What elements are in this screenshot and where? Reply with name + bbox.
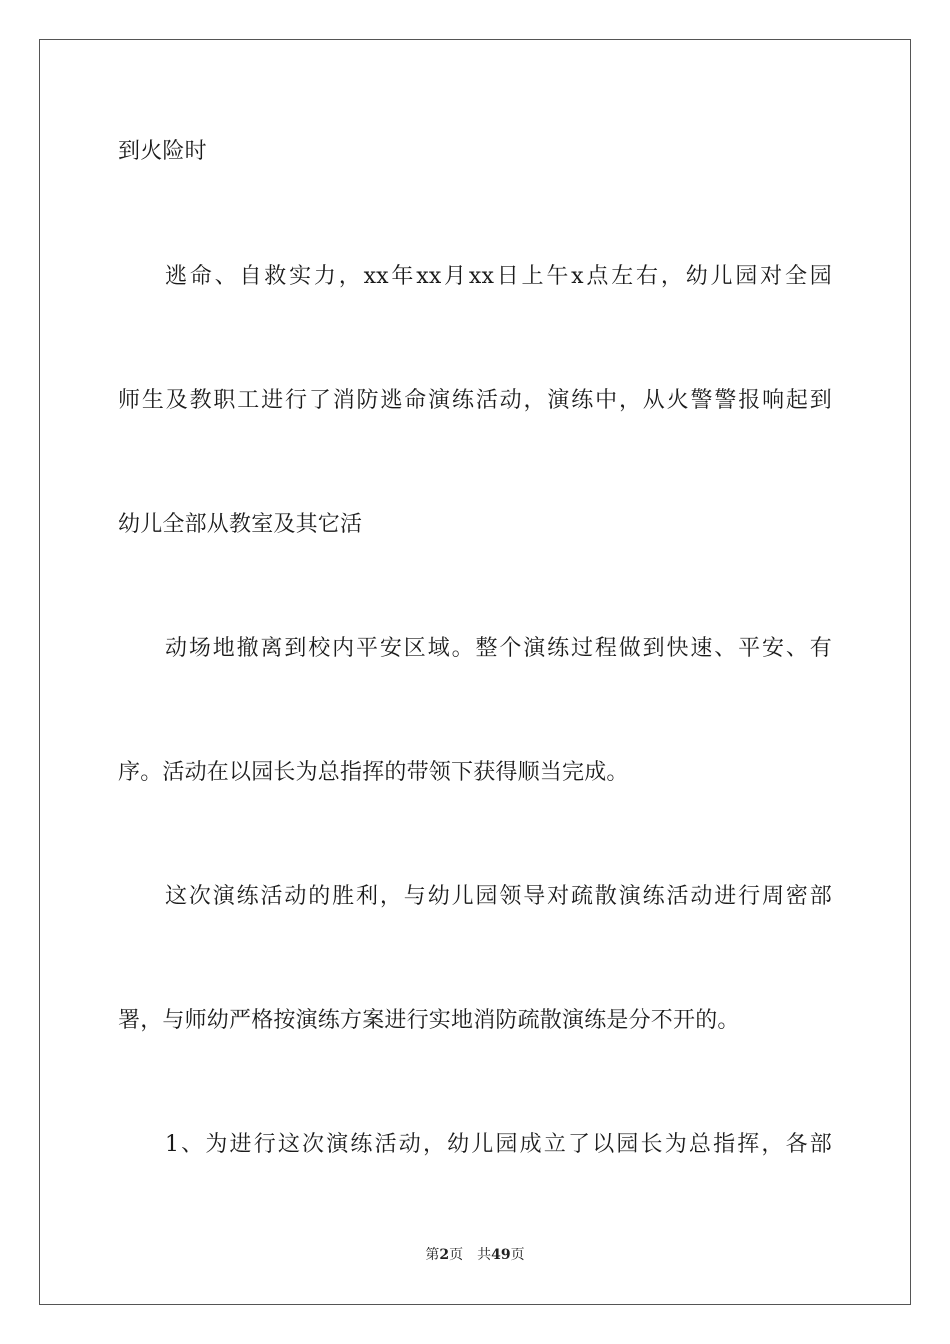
total-prefix: 共 xyxy=(477,1247,492,1263)
text-line-6: 序。活动在以园长为总指挥的带领下获得顺当完成。 xyxy=(118,760,629,785)
page-suffix: 页 xyxy=(449,1247,464,1263)
text-line-1: 到火险时 xyxy=(118,139,207,164)
text-line-4: 幼儿全部从教室及其它活 xyxy=(118,512,363,537)
text-line-8: 署，与师幼严格按演练方案进行实地消防疏散演练是分不开的。 xyxy=(118,1008,740,1033)
text-line-7: 这次演练活动的胜利，与幼儿园领导对疏散演练活动进行周密部 xyxy=(165,884,832,909)
page-footer xyxy=(0,1246,950,1264)
page-number: 2 xyxy=(439,1247,450,1263)
text-line-5: 动场地撤离到校内平安区域。整个演练过程做到快速、平安、有 xyxy=(165,636,832,661)
text-line-3: 师生及教职工进行了消防逃命演练活动，演练中，从火警警报响起到 xyxy=(118,388,832,413)
total-suffix: 页 xyxy=(510,1247,525,1263)
page-border xyxy=(39,39,911,1305)
text-line-2: 逃命、自救实力，xx年xx月xx日上午x点左右，幼儿园对全园 xyxy=(165,264,832,289)
total-pages: 49 xyxy=(491,1247,511,1263)
text-line-9: 1、为进行这次演练活动，幼儿园成立了以园长为总指挥，各部 xyxy=(165,1132,832,1157)
page-prefix: 第 xyxy=(425,1247,440,1263)
